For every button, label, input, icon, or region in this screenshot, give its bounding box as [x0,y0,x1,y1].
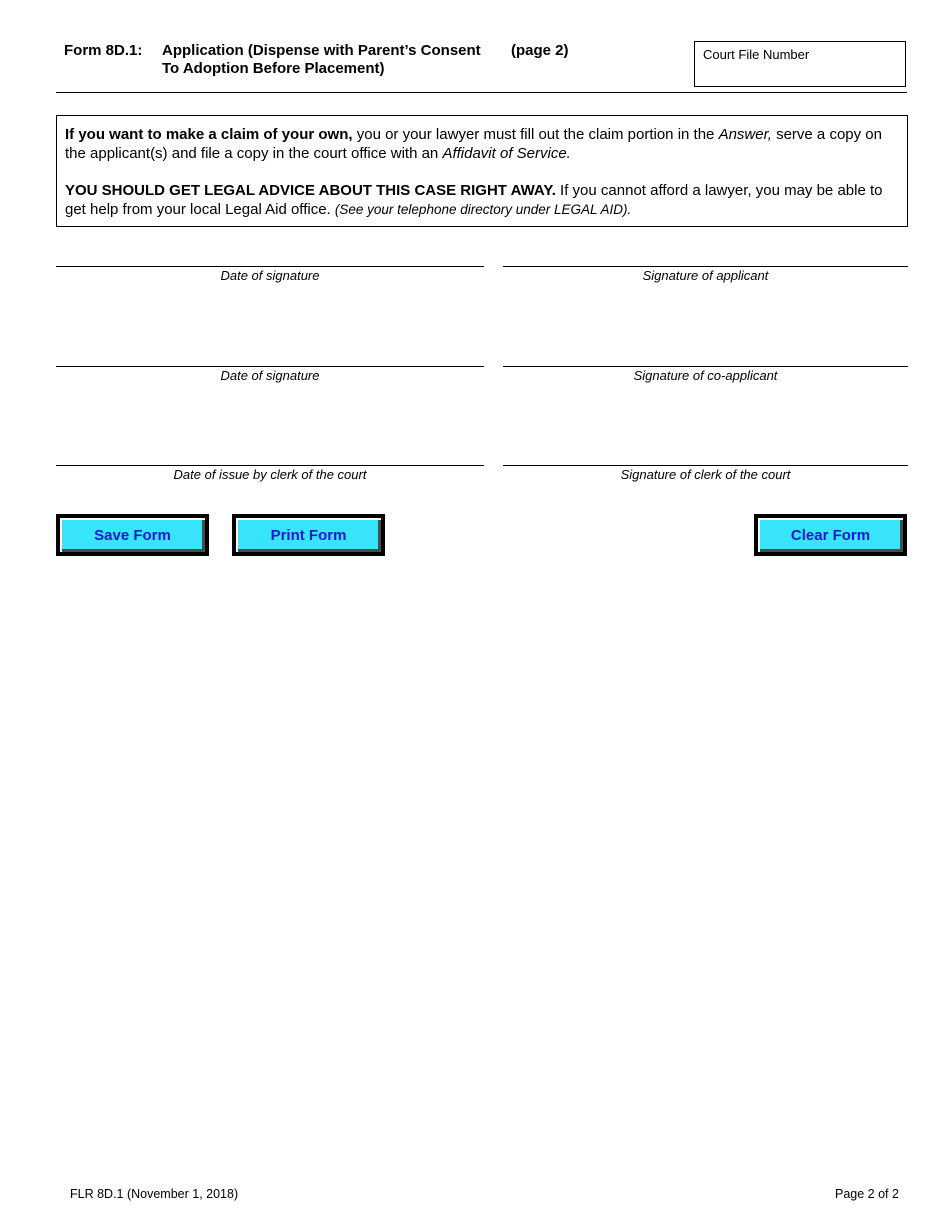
clear-form-button[interactable]: Clear Form [755,515,906,555]
save-form-button[interactable]: Save Form [57,515,208,555]
applicant-signature-label: Signature of applicant [642,268,769,283]
header-divider [56,92,907,93]
applicant-signature-field[interactable] [503,266,908,267]
form-code-footer: FLR 8D.1 (November 1, 2018) [70,1187,239,1201]
form-title-line1: Application (Dispense with Parent’s Consent [162,42,481,59]
co-applicant-signature-label: Signature of co-applicant [633,368,778,383]
co-applicant-date-label: Date of signature [220,368,320,383]
notice-advice-text: If you cannot afford a lawyer, you may be able to get help from your local Legal Aid office. [65,182,883,218]
clerk-issue-date-field[interactable] [56,465,484,466]
notice-claim-bold: If you want to make a claim of your own, [65,126,353,143]
notice-advice-bold: YOU SHOULD GET LEGAL ADVICE ABOUT THIS CASE RIGHT AWAY. [65,182,556,199]
form-title [162,42,481,78]
date-of-signature-label: Date of signature [220,268,320,283]
notice-claim-text2: serve a copy on the applicant(s) and file a copy in the court office with an [65,126,882,162]
notice-claim-italic1: Answer, [718,126,772,143]
print-form-button[interactable]: Print Form [233,515,384,555]
notice-claim-paragraph [65,126,897,163]
co-applicant-date-field[interactable] [56,366,484,367]
clerk-signature-label: Signature of clerk of the court [620,467,791,482]
notice-claim-italic2: Affidavit of Service. [442,144,571,162]
form-title-line2: To Adoption Before Placement) [162,60,385,77]
form-number: Form 8D.1: [64,42,143,59]
page-number-footer: Page 2 of 2 [835,1187,899,1201]
notice-claim-text1: you or your lawyer must fill out the claim portion in the [352,126,719,143]
clerk-issue-date-label: Date of issue by clerk of the court [173,467,367,482]
co-applicant-signature-field[interactable] [503,366,908,367]
court-file-number-label: Court File Number [703,47,810,62]
page-indicator: (page 2) [511,42,569,59]
clerk-signature-field[interactable] [503,465,908,466]
notice-advice-paragraph [65,182,897,219]
date-of-signature-field[interactable] [56,266,484,267]
court-file-number-field[interactable] [694,41,906,87]
notice-advice-italic: (See your telephone directory under LEGAL AID). [334,201,632,217]
legal-notice-box [56,115,908,227]
